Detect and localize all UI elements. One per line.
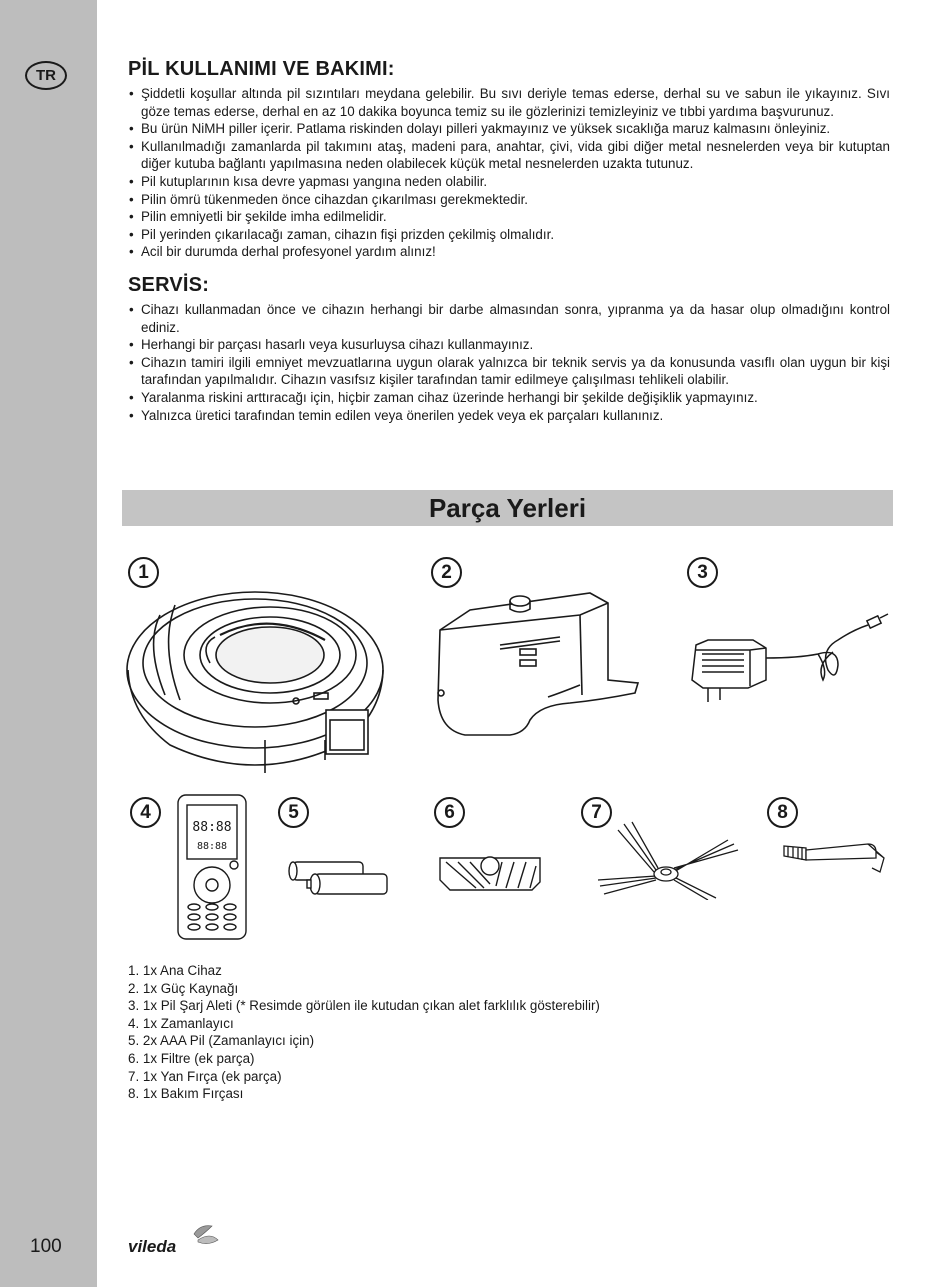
robot-vacuum-illustration (120, 575, 392, 775)
list-item: • Kullanılmadığı zamanlarda pil takımını ataş, madeni para, anahtar, çivi, vida gibi diğer metal nesnelerden veya bir kutuptan diğer kutuba bağlantı yapılmasına neden olabilecek küçük metal nesnelerden uzakta tutunuz. (128, 138, 890, 173)
main-content (128, 58, 890, 424)
part-number-8: 8 (767, 797, 798, 828)
parts-list (128, 962, 600, 1103)
remote-display-bottom: 88:88 (196, 841, 228, 852)
side-brush-illustration (596, 818, 742, 900)
list-item: • Cihazı kullanmadan önce ve cihazın herhangi bir darbe almasından sonra, yıpranma ya da hasar olup olmadığını kontrol ediniz. (128, 301, 890, 336)
sidebar (0, 0, 97, 1287)
list-item: 6. 1x Filtre (ek parça) (128, 1050, 255, 1066)
list-item: 7. 1x Yan Fırça (ek parça) (128, 1068, 282, 1084)
remote-control-illustration (176, 793, 248, 941)
remote-display-top: 88:88 (192, 820, 232, 835)
list-item: 3. 1x Pil Şarj Aleti (* Resimde görülen ile kutudan çıkan alet farklılık gösterebilir) (128, 998, 600, 1014)
list-item: 1. 1x Ana Cihaz (128, 963, 222, 978)
part-number-5: 5 (278, 797, 309, 828)
language-badge: TR (25, 61, 67, 90)
list-item: 4. 1x Zamanlayıcı (128, 1015, 234, 1031)
battery-list (128, 85, 890, 261)
list-item: • Bu ürün NiMH piller içerir. Patlama riskinden dolayı pilleri yakmayınız ve yüksek sıcaklığa maruz kalmasını önleyiniz. (128, 120, 890, 138)
list-item: 8. 1x Bakım Fırçası (128, 1086, 244, 1102)
list-item: • Pilin emniyetli bir şekilde imha edilmelidir. (128, 208, 890, 226)
page-number: 100 (30, 1236, 62, 1257)
battery-section-title: PİL KULLANIMI VE BAKIMI: (128, 58, 395, 80)
batteries-illustration (283, 858, 393, 900)
part-number-4: 4 (130, 797, 161, 828)
part-number-1: 1 (128, 557, 159, 588)
part-number-6: 6 (434, 797, 465, 828)
vileda-logo (128, 1222, 220, 1258)
logo-text: vileda (128, 1237, 177, 1256)
list-item: • Pil yerinden çıkarılacağı zaman, cihazın fişi prizden çekilmiş olmalıdır. (128, 226, 890, 244)
parts-banner: Parça Yerleri (122, 490, 893, 526)
list-item: • Cihazın tamiri ilgili emniyet mevzuatlarına uygun olarak yalnızca bir teknik servis ya da konusunda vasıflı olan uygun bir kişi tarafından yapılmalıdır. Cihazın vasıfsız kişiler tarafından tamir edilmeye çalışılması tehlikeli olabilir. (128, 354, 890, 389)
list-item: • Acil bir durumda derhal profesyonel yardım alınız! (128, 243, 890, 261)
part-number-3: 3 (687, 557, 718, 588)
list-item: • Pil kutuplarının kısa devre yapması yangına neden olabilir. (128, 173, 890, 191)
charger-illustration (688, 610, 893, 705)
service-list (128, 301, 890, 424)
list-item: • Yalnızca üretici tarafından temin edilen veya önerilen yedek veya ek parçaları kullanınız. (128, 407, 890, 425)
charging-base-illustration (430, 585, 642, 740)
service-section-title: SERVİS: (128, 273, 210, 296)
filter-illustration (436, 850, 546, 896)
part-number-2: 2 (431, 557, 462, 588)
list-item: • Şiddetli koşullar altında pil sızıntıları meydana gelebilir. Bu sıvı deriyle temas ederse, derhal su ve sabun ile yıkayınız. Sıvı göze temas ederse, derhal en az 10 dakika boyunca temiz su ile gözlerinizi temizleyiniz ve tıbbi yardıma başvurunuz. (128, 85, 890, 120)
list-item: 5. 2x AAA Pil (Zamanlayıcı için) (128, 1033, 315, 1049)
list-item: • Herhangi bir parçası hasarlı veya kusurluysa cihazı kullanmayınız. (128, 336, 890, 354)
list-item: • Pilin ömrü tükenmeden önce cihazdan çıkarılması gerekmektedir. (128, 191, 890, 209)
list-item: • Yaralanma riskini arttıracağı için, hiçbir zaman cihaz üzerinde herhangi bir şekilde değişiklik yapmayınız. (128, 389, 890, 407)
cleaning-brush-illustration (780, 838, 890, 878)
list-item: 2. 1x Güç Kaynağı (128, 980, 239, 996)
part-number-7: 7 (581, 797, 612, 828)
